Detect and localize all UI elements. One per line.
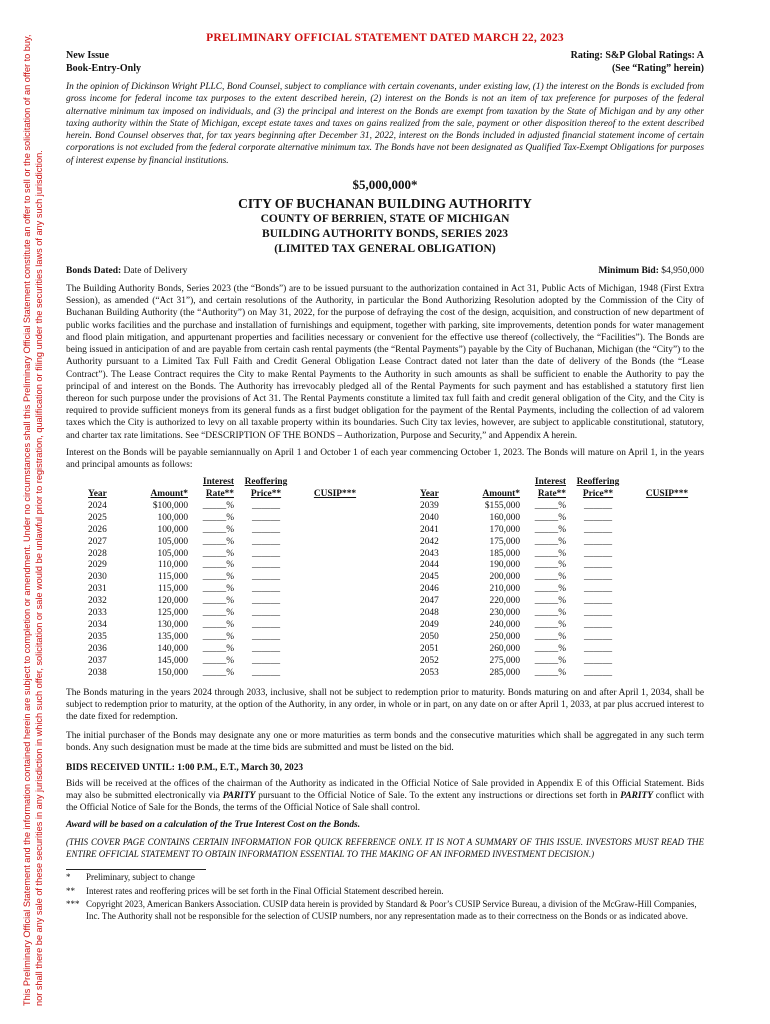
- maturity-price-blank: ______: [251, 536, 281, 547]
- maturity-year: 2042: [420, 536, 439, 547]
- bids-received-heading: BIDS RECEIVED UNTIL: 1:00 P.M., E.T., March 30, 2023: [66, 762, 304, 773]
- header-block: [66, 50, 704, 75]
- maturity-cusip-blank: [630, 632, 704, 644]
- footnote-text: Interest rates and reoffering prices will be set forth in the Final Official Statement described herein.: [86, 885, 444, 896]
- maturity-amount: 250,000: [489, 631, 520, 642]
- maturity-cusip-blank: [298, 572, 372, 584]
- col-year: Year: [420, 489, 439, 500]
- maturity-cusip-blank: [298, 501, 372, 513]
- maturity-price-blank: ______: [251, 631, 281, 642]
- maturity-price-blank: ______: [251, 608, 281, 619]
- maturity-amount: 230,000: [489, 608, 520, 619]
- maturity-price-blank: ______: [583, 655, 613, 666]
- maturity-year: 2026: [88, 524, 107, 535]
- maturity-row: [420, 560, 704, 572]
- maturity-cusip-blank: [630, 656, 704, 668]
- col-rate: [520, 477, 566, 501]
- maturity-row: [88, 501, 372, 513]
- maturity-price-blank: ______: [251, 560, 281, 571]
- maturity-rate-blank: _____%: [534, 548, 566, 559]
- maturity-rate-blank: _____%: [202, 512, 234, 523]
- maturity-amount: 170,000: [489, 524, 520, 535]
- maturity-rate-blank: _____%: [534, 596, 566, 607]
- col-price: [566, 477, 630, 501]
- maturity-year: 2030: [88, 572, 107, 583]
- maturity-rate-blank: _____%: [202, 500, 234, 511]
- maturity-price-blank: ______: [251, 512, 281, 523]
- maturity-year: 2048: [420, 608, 439, 619]
- rating-reference: (See “Rating” herein): [611, 62, 704, 74]
- issuer-name: CITY OF BUCHANAN BUILDING AUTHORITY: [238, 196, 532, 212]
- maturity-row: [420, 668, 704, 680]
- maturity-cusip-blank: [630, 572, 704, 584]
- maturity-cusip-blank: [630, 525, 704, 537]
- maturity-price-blank: ______: [583, 620, 613, 630]
- maturity-year: 2046: [420, 584, 439, 595]
- maturity-row: [420, 632, 704, 644]
- footnote-text: Preliminary, subject to change: [86, 872, 195, 883]
- maturity-amount: 120,000: [157, 596, 188, 607]
- maturity-amount: 140,000: [157, 643, 188, 654]
- maturity-cusip-blank: [298, 549, 372, 561]
- maturity-cusip-blank: [630, 668, 704, 680]
- maturity-year: 2040: [420, 512, 439, 523]
- book-entry-label: Book-Entry-Only: [66, 62, 142, 74]
- maturity-year: 2029: [88, 560, 107, 571]
- parity-term-2: PARITY: [620, 790, 653, 801]
- maturity-cusip-blank: [298, 632, 372, 644]
- maturity-rate-blank: _____%: [534, 500, 566, 511]
- maturity-rate-blank: _____%: [534, 655, 566, 666]
- maturity-year: 2038: [88, 667, 107, 678]
- authorization-paragraph: The Building Authority Bonds, Series 2023 (the “Bonds”) are to be issued pursuant to the authorization contained in Act 31, Public Acts of Michigan, 1948 (First Extra Session), as amended (“Act 31”), and certain resolutions of the Authority, in particular the Bond Authorizing Resolution adopted by the Commission of the City of Buchanan Building Authority (the “Authority”) on May 31, 2022, for the purpose of defraying the cost of the design, acquisition, and construction of new department of public works facilities and the purchase and installation of furnishings and equipment, together with parking, site improvements, detention ponds for water management and flood plain mitigation, and appurtenant properties and facilities necessary or convenient for the effective use thereof (collectively, the “Facilities”). The Bonds are being issued in anticipation of and are payable from certain cash rental payments (the “Rental Payments”) payable by the City of Buchanan, Michigan (the “City”) to the Authority pursuant to a Limited Tax Full Faith and Credit General Obligation Lease Contract dated not later than the date of delivery of the Bonds (the “Lease Contract”). The Lease Contract requires the City to make Rental Payments to the Authority in such amounts as shall be sufficient to enable the Authority to pay the principal of and interest on the Bonds. The Authority has irrevocably pledged all of the Rental Payments for such payment and has established a statutory first lien thereon for such purpose under the provisions of Act 31. The Rental Payments constitute a limited tax full faith and credit general obligation of the City, and the City is required to provide sufficient moneys from its general funds as a first budget obligation for the payment of the Rental Payments, including the collection of ad valorem taxes which the City is authorized to levy on all taxable property within its boundaries. Such City tax levies, however, are subject to applicable constitutional, statutory, and charter tax rate limitations. See “DESCRIPTION OF THE BONDS – Authorization, Purpose and Security,” and Appendix A herein.: [66, 284, 704, 441]
- maturity-amount: 105,000: [157, 548, 188, 559]
- bonds-dated-value: Date of Delivery: [123, 266, 188, 277]
- maturity-price-blank: ______: [583, 500, 613, 511]
- bonds-dated: [66, 266, 187, 276]
- maturity-row: [88, 560, 372, 572]
- maturity-amount: 185,000: [489, 548, 520, 559]
- maturity-year: 2045: [420, 572, 439, 583]
- award-basis: Award will be based on a calculation of the True Interest Cost on the Bonds.: [66, 820, 361, 831]
- maturity-year: 2047: [420, 596, 439, 607]
- maturity-amount: 285,000: [489, 667, 520, 678]
- maturity-price-blank: ______: [251, 596, 281, 607]
- maturity-row: [88, 608, 372, 620]
- maturity-row: [88, 632, 372, 644]
- maturity-price-blank: ______: [583, 667, 613, 678]
- maturity-price-blank: ______: [583, 608, 613, 619]
- maturity-rate-blank: _____%: [202, 560, 234, 571]
- maturity-price-blank: ______: [251, 620, 281, 630]
- maturity-row: [88, 525, 372, 537]
- maturity-cusip-blank: [630, 620, 704, 632]
- maturity-amount: 125,000: [157, 608, 188, 619]
- footnote-mark: **: [66, 885, 75, 896]
- maturity-cusip-blank: [630, 537, 704, 549]
- maturity-rate-blank: _____%: [202, 620, 234, 630]
- maturity-amount: 260,000: [489, 643, 520, 654]
- footnote-mark: ***: [66, 899, 80, 910]
- col-price-line2: Price**: [582, 489, 614, 500]
- bids-text-c: conflict with the Official Notice of Sale for the Bonds, the terms of the Official Notice of Sale shall control.: [66, 790, 704, 813]
- maturity-year: 2028: [88, 548, 107, 559]
- rating-block: [571, 50, 704, 75]
- preliminary-banner: PRELIMINARY OFFICIAL STATEMENT DATED MARCH 22, 2023: [206, 32, 564, 44]
- col-price-line2: Price**: [250, 489, 282, 500]
- maturity-rate-blank: _____%: [202, 655, 234, 666]
- maturity-row: [88, 584, 372, 596]
- maturity-price-blank: ______: [251, 667, 281, 678]
- maturity-amount: 175,000: [489, 536, 520, 547]
- footnotes: [66, 872, 704, 922]
- issue-subtitle-3: (LIMITED TAX GENERAL OBLIGATION): [274, 243, 496, 256]
- maturity-price-blank: ______: [251, 643, 281, 654]
- maturity-row: [420, 549, 704, 561]
- maturity-schedule: [66, 477, 704, 679]
- maturity-year: 2034: [88, 620, 107, 630]
- maturity-price-blank: ______: [251, 584, 281, 595]
- maturity-rate-blank: _____%: [202, 631, 234, 642]
- maturity-rate-blank: _____%: [202, 643, 234, 654]
- maturity-amount: 190,000: [489, 560, 520, 571]
- maturity-year: 2025: [88, 512, 107, 523]
- maturity-amount: 110,000: [157, 560, 188, 571]
- minimum-bid: [598, 266, 704, 276]
- col-cusip: CUSIP***: [645, 489, 689, 500]
- maturity-row: [88, 537, 372, 549]
- col-price-line1: Reoffering: [576, 477, 620, 488]
- maturity-year: 2037: [88, 655, 107, 666]
- maturity-year: 2044: [420, 560, 439, 571]
- parity-term-1: PARITY: [222, 790, 256, 801]
- col-price: [234, 477, 298, 501]
- col-rate: [188, 477, 234, 501]
- footnote: [66, 899, 704, 922]
- maturity-cusip-blank: [298, 584, 372, 596]
- cover-page-notice: (THIS COVER PAGE CONTAINS CERTAIN INFORMATION FOR QUICK REFERENCE ONLY. IT IS NOT A SUMMARY OF THIS ISSUE. INVESTORS MUST READ THE ENTIRE OFFICIAL STATEMENT TO OBTAIN INFORMATION ESSENTIAL TO THE MAKING OF AN INFORMED INVESTMENT DECISION.): [66, 837, 704, 860]
- legend-disclaimer: [22, 26, 45, 1006]
- col-year: Year: [88, 489, 107, 500]
- maturity-rate-blank: _____%: [534, 560, 566, 571]
- maturity-row: [88, 620, 372, 632]
- maturity-rate-blank: _____%: [202, 596, 234, 607]
- maturity-table-left: [88, 477, 372, 679]
- maturity-rate-blank: _____%: [534, 584, 566, 595]
- maturity-year: 2031: [88, 584, 107, 595]
- maturity-cusip-blank: [630, 584, 704, 596]
- maturity-cusip-blank: [630, 549, 704, 561]
- maturity-row: [420, 537, 704, 549]
- maturity-price-blank: ______: [583, 596, 613, 607]
- maturity-row: [88, 513, 372, 525]
- maturity-year: 2035: [88, 631, 107, 642]
- maturity-cusip-blank: [298, 620, 372, 632]
- maturity-price-blank: ______: [583, 572, 613, 583]
- maturity-amount: 100,000: [157, 524, 188, 535]
- maturity-year: 2024: [88, 500, 107, 511]
- issue-subtitle-1: COUNTY OF BERRIEN, STATE OF MICHIGAN: [260, 213, 510, 226]
- maturity-amount: 105,000: [157, 536, 188, 547]
- maturity-cusip-blank: [298, 668, 372, 680]
- footnote: [66, 872, 704, 884]
- maturity-row: [420, 584, 704, 596]
- maturity-rate-blank: _____%: [202, 536, 234, 547]
- maturity-price-blank: ______: [583, 584, 613, 595]
- maturity-rate-blank: _____%: [534, 631, 566, 642]
- maturity-row: [420, 572, 704, 584]
- maturity-rate-blank: _____%: [534, 572, 566, 583]
- disclaimer-line-2: nor shall there be any sale of these securities in any jurisdiction in which such offer, solicitation or sale would be unlawful prior to registration, qualification or filing under the securities laws of any such jurisdiction.: [33, 150, 44, 1006]
- maturity-price-blank: ______: [583, 631, 613, 642]
- maturity-cusip-blank: [298, 608, 372, 620]
- maturity-cusip-blank: [298, 596, 372, 608]
- maturity-amount: 240,000: [489, 620, 520, 630]
- maturity-row: [420, 608, 704, 620]
- maturity-rate-blank: _____%: [202, 524, 234, 535]
- maturity-amount: 115,000: [157, 584, 188, 595]
- maturity-cusip-blank: [298, 644, 372, 656]
- maturity-amount: 145,000: [157, 655, 188, 666]
- maturity-amount: $100,000: [152, 500, 188, 511]
- maturity-row: [420, 513, 704, 525]
- maturity-cusip-blank: [630, 596, 704, 608]
- interest-paragraph: Interest on the Bonds will be payable semiannually on April 1 and October 1 of each year commencing October 1, 2023. The Bonds will mature on April 1, in the years and principal amounts as follows:: [66, 447, 704, 470]
- maturity-cusip-blank: [298, 656, 372, 668]
- maturity-row: [88, 644, 372, 656]
- dates-row: [66, 266, 704, 276]
- maturity-rate-blank: _____%: [202, 667, 234, 678]
- maturity-year: 2041: [420, 524, 439, 535]
- col-cusip: CUSIP***: [313, 489, 357, 500]
- maturity-rate-blank: _____%: [534, 524, 566, 535]
- tax-opinion: In the opinion of Dickinson Wright PLLC, Bond Counsel, subject to compliance with certain covenants, under existing law, (1) the interest on the Bonds is excluded from gross income for federal income tax purposes to the extent described herein, (2) interest on the Bonds is not an item of tax preference for purposes of the federal alternative minimum tax imposed on individuals, and (3) the principal and interest on the Bonds are exempt from taxation by the State of Michigan and by any other taxing authority within the State of Michigan, except estate taxes and taxes on gains realized from the sale, payment or other disposition thereof to the extent described herein. Bond Counsel observes that, for tax years beginning after December 31, 2022, interest on the Bonds included in adjusted financial statement income of certain corporations is not excluded from the federal corporate alternative minimum tax. The Bonds have not been designated as Qualified Tax-Exempt Obligations for purposes of interest expense by financial institutions.: [66, 82, 704, 166]
- maturity-table-right: [420, 477, 704, 679]
- maturity-row: [420, 525, 704, 537]
- maturity-rate-blank: _____%: [534, 620, 566, 630]
- bids-paragraph: [66, 778, 704, 815]
- maturity-row: [420, 656, 704, 668]
- maturity-amount: 160,000: [489, 512, 520, 523]
- maturity-price-blank: ______: [251, 524, 281, 535]
- col-rate-line2: Rate**: [537, 489, 566, 500]
- footnote-text: Copyright 2023, American Bankers Association. CUSIP data herein is provided by Standard & Poor’s CUSIP Service Bureau, a division of the McGraw-Hill Companies, Inc. The Authority shall not be responsible for the selection of CUSIP numbers, nor any representation made as to their correctness on the Bonds or as indicated above.: [86, 899, 697, 921]
- maturity-amount: 135,000: [157, 631, 188, 642]
- maturity-row: [88, 656, 372, 668]
- maturity-rate-blank: _____%: [534, 643, 566, 654]
- maturity-price-blank: ______: [251, 572, 281, 583]
- maturity-row: [88, 549, 372, 561]
- maturity-price-blank: ______: [583, 548, 613, 559]
- maturity-amount: 210,000: [489, 584, 520, 595]
- maturity-row: [420, 501, 704, 513]
- maturity-year: 2032: [88, 596, 107, 607]
- rating-label: Rating: S&P Global Ratings: A: [570, 50, 704, 61]
- maturity-row: [420, 644, 704, 656]
- bonds-dated-label: Bonds Dated:: [66, 266, 122, 277]
- col-rate-line1: Interest: [202, 477, 234, 488]
- maturity-cusip-blank: [630, 644, 704, 656]
- maturity-year: 2033: [88, 608, 107, 619]
- maturity-year: 2039: [420, 500, 439, 511]
- maturity-price-blank: ______: [251, 655, 281, 666]
- col-rate-line2: Rate**: [205, 489, 234, 500]
- maturity-price-blank: ______: [583, 512, 613, 523]
- issue-subtitle-2: BUILDING AUTHORITY BONDS, SERIES 2023: [262, 228, 508, 241]
- issue-type: [66, 50, 141, 75]
- maturity-rate-blank: _____%: [202, 608, 234, 619]
- maturity-rate-blank: _____%: [202, 572, 234, 583]
- maturity-year: 2043: [420, 548, 439, 559]
- bids-text-a: Bids will be received at the offices of the chairman of the Authority as indicated in the Official Notice of Sale provided in Appendix E of this Official Statement. Bids may also be submitted electronically via: [66, 778, 704, 801]
- maturity-cusip-blank: [630, 608, 704, 620]
- maturity-amount: 200,000: [489, 572, 520, 583]
- maturity-amount: $155,000: [484, 500, 520, 511]
- maturity-price-blank: ______: [583, 524, 613, 535]
- maturity-year: 2049: [420, 620, 439, 630]
- minimum-bid-label: Minimum Bid:: [598, 266, 659, 277]
- footnote: [66, 886, 704, 898]
- bids-text-b: pursuant to the Official Notice of Sale. To the extent any instructions or directions set forth in: [255, 790, 621, 801]
- maturity-row: [88, 668, 372, 680]
- maturity-amount: 130,000: [157, 620, 188, 630]
- maturity-price-blank: ______: [251, 500, 281, 511]
- maturity-price-blank: ______: [583, 560, 613, 571]
- maturity-row: [88, 572, 372, 584]
- maturity-price-blank: ______: [251, 548, 281, 559]
- redemption-paragraph: The Bonds maturing in the years 2024 through 2033, inclusive, shall not be subject to redemption prior to maturity. Bonds maturing on and after April 1, 2034, shall be subject to redemption prior to maturity, at the option of the Authority, in any order, in whole or in part, on any date on or after April 1, 2033, at par plus accrued interest to the date fixed for redemption.: [66, 687, 704, 722]
- col-amount: Amount*: [482, 489, 520, 500]
- maturity-amount: 100,000: [157, 512, 188, 523]
- col-rate-line1: Interest: [534, 477, 566, 488]
- maturity-row: [420, 620, 704, 632]
- maturity-amount: 150,000: [157, 667, 188, 678]
- footnote-divider: [66, 869, 206, 870]
- footnote-mark: *: [66, 872, 71, 883]
- maturity-year: 2027: [88, 536, 107, 547]
- maturity-cusip-blank: [630, 501, 704, 513]
- maturity-rate-blank: _____%: [202, 584, 234, 595]
- new-issue-label: New Issue: [66, 50, 110, 61]
- disclaimer-line-1: This Preliminary Official Statement and the information contained herein are subject to completion or amendment. Under no circumstances shall this Preliminary Official Statement constitute an offer to sell or the solicitation of an offer to buy,: [22, 34, 32, 1006]
- maturity-rate-blank: _____%: [534, 667, 566, 678]
- maturity-rate-blank: _____%: [534, 536, 566, 547]
- col-price-line1: Reoffering: [244, 477, 288, 488]
- maturity-year: 2036: [88, 643, 107, 654]
- maturity-year: 2051: [420, 643, 439, 654]
- cover-page: [66, 32, 704, 923]
- maturity-row: [420, 596, 704, 608]
- maturity-year: 2053: [420, 667, 439, 678]
- maturity-year: 2052: [420, 655, 439, 666]
- term-bonds-paragraph: The initial purchaser of the Bonds may designate any one or more maturities as term bonds and the consecutive maturities which shall be aggregated in any such term bonds. Any such designation must be made at the time bids are submitted and must be listed on the bid.: [66, 731, 704, 754]
- maturity-rate-blank: _____%: [534, 608, 566, 619]
- maturity-amount: 115,000: [157, 572, 188, 583]
- principal-amount: $5,000,000*: [352, 177, 418, 193]
- maturity-cusip-blank: [630, 560, 704, 572]
- maturity-cusip-blank: [298, 560, 372, 572]
- maturity-rate-blank: _____%: [202, 548, 234, 559]
- maturity-row: [88, 596, 372, 608]
- minimum-bid-value: $4,950,000: [661, 266, 704, 277]
- maturity-price-blank: ______: [583, 536, 613, 547]
- maturity-amount: 275,000: [489, 655, 520, 666]
- maturity-cusip-blank: [298, 513, 372, 525]
- maturity-price-blank: ______: [583, 643, 613, 654]
- maturity-cusip-blank: [298, 525, 372, 537]
- maturity-rate-blank: _____%: [534, 512, 566, 523]
- maturity-amount: 220,000: [489, 596, 520, 607]
- maturity-cusip-blank: [298, 537, 372, 549]
- maturity-cusip-blank: [630, 513, 704, 525]
- maturity-year: 2050: [420, 631, 439, 642]
- col-amount: Amount*: [150, 489, 188, 500]
